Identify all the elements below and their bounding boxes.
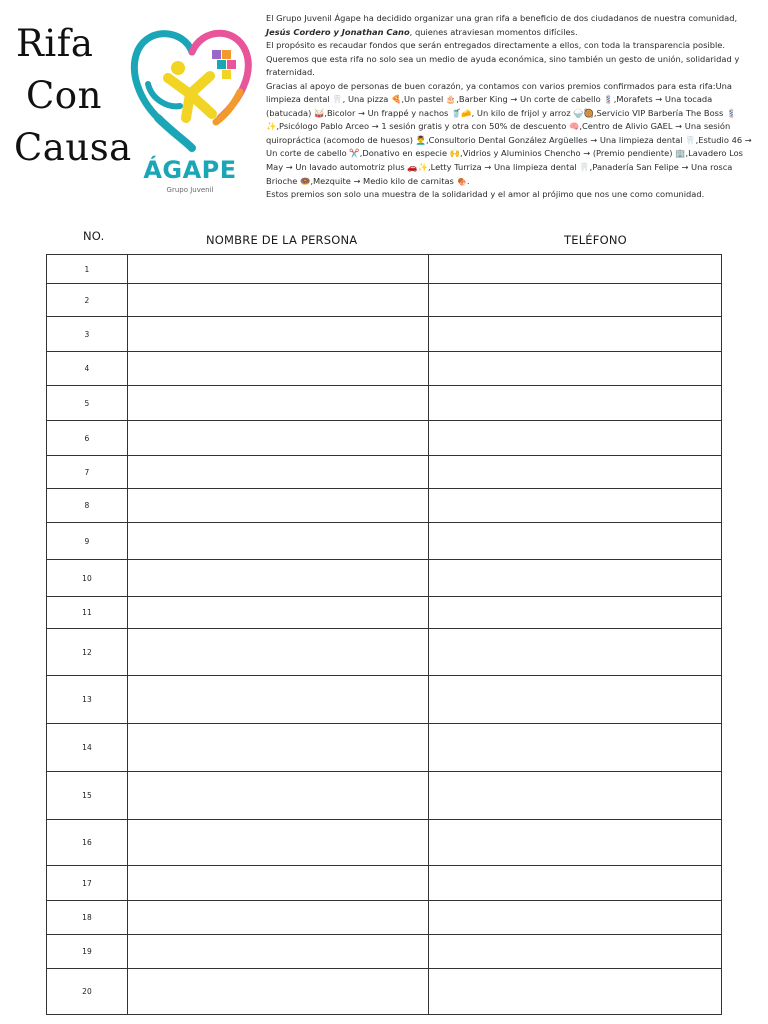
name-cell[interactable] [127, 935, 429, 969]
row-number: 6 [47, 421, 128, 456]
name-cell[interactable] [127, 901, 429, 935]
phone-cell[interactable] [429, 560, 722, 597]
row-number: 19 [47, 935, 128, 969]
phone-cell[interactable] [429, 489, 722, 523]
table-row [47, 489, 722, 523]
name-cell[interactable] [127, 820, 429, 866]
row-number: 10 [47, 560, 128, 597]
table-row [47, 352, 722, 386]
phone-cell[interactable] [429, 969, 722, 1015]
intro-paragraph-4: Estos premios son solo una muestra de la solidaridad y el amor al prójimo que nos une como comunidad. [266, 189, 705, 200]
intro-text [266, 12, 756, 202]
table-row [47, 676, 722, 724]
table-row [47, 456, 722, 489]
row-number: 3 [47, 317, 128, 352]
name-cell[interactable] [127, 489, 429, 523]
table-row [47, 560, 722, 597]
table-row [47, 866, 722, 901]
name-cell[interactable] [127, 421, 429, 456]
logo-name: ÁGAPE [143, 156, 237, 184]
name-cell[interactable] [127, 284, 429, 317]
phone-cell[interactable] [429, 724, 722, 772]
phone-cell[interactable] [429, 255, 722, 284]
row-number: 8 [47, 489, 128, 523]
phone-cell[interactable] [429, 772, 722, 820]
row-number: 13 [47, 676, 128, 724]
phone-cell[interactable] [429, 866, 722, 901]
row-number: 9 [47, 523, 128, 560]
table-row [47, 724, 722, 772]
name-cell[interactable] [127, 676, 429, 724]
beneficiary-names: Jesús Cordero y Jonathan Cano [266, 26, 410, 37]
table-row [47, 597, 722, 629]
row-number: 1 [47, 255, 128, 284]
title-line-3: Causa [14, 126, 132, 169]
name-cell[interactable] [127, 724, 429, 772]
agape-logo [128, 22, 256, 200]
table-row [47, 523, 722, 560]
name-cell[interactable] [127, 969, 429, 1015]
name-cell[interactable] [127, 255, 429, 284]
participants-table [46, 254, 722, 1015]
phone-cell[interactable] [429, 456, 722, 489]
logo-subtitle: Grupo Juvenil [166, 186, 214, 194]
name-cell[interactable] [127, 560, 429, 597]
phone-cell[interactable] [429, 597, 722, 629]
raffle-title [14, 18, 134, 174]
phone-cell[interactable] [429, 935, 722, 969]
row-number: 18 [47, 901, 128, 935]
intro-paragraph-3: Gracias al apoyo de personas de buen corazón, ya contamos con varios premios confirmados para esta rifa:Una limpieza dental 🦷, Una pizza 🍕,Un pastel 🎂,Barber King → Un corte de cabello 💈,Morafets → Una tocada (batucada) 🥁,Bicolor → Un frappé y nachos 🥤🧀, Un kilo de frijol y arroz 🍚🥘,Servicio VIP Barbería The Boss 💈✨,Psicólogo Pablo Arceo → 1 sesión gratis y otra con 50% de descuento 🧠,Centro de Alivio GAEL → Una sesión quiropráctica (acomodo de huesos) 💆‍♂️,Consultorio Dental González Argüelles → Una limpieza dental 🦷,Estudio 46 → Un corte de cabello ✂️,Donativo en especie 🙌,Vidrios y Aluminios Chencho → (Premio pendiente) 🏢,Lavadero Los May → Un lavado automotriz plus 🚗✨,Letty Turriza → Una limpieza dental 🦷,Panadería San Felipe → Una rosca Brioche 🍩,Mezquite → Medio kilo de carnitas 🍖. [266, 80, 752, 186]
phone-cell[interactable] [429, 284, 722, 317]
row-number: 15 [47, 772, 128, 820]
table-row [47, 629, 722, 676]
table-row [47, 386, 722, 421]
name-cell[interactable] [127, 866, 429, 901]
row-number: 12 [47, 629, 128, 676]
table-row [47, 820, 722, 866]
phone-cell[interactable] [429, 820, 722, 866]
row-number: 5 [47, 386, 128, 421]
name-cell[interactable] [127, 456, 429, 489]
intro-paragraph-2: El propósito es recaudar fondos que serán entregados directamente a ellos, con toda la transparencia posible. Queremos que esta rifa no solo sea un medio de ayuda económica, sino también un gesto de unión, solidaridad y fraternidad. [266, 40, 740, 78]
phone-cell[interactable] [429, 629, 722, 676]
phone-cell[interactable] [429, 352, 722, 386]
phone-cell[interactable] [429, 901, 722, 935]
column-header-phone: TELÉFONO [564, 233, 627, 247]
table-row [47, 317, 722, 352]
row-number: 14 [47, 724, 128, 772]
title-line-1: Rifa [16, 22, 94, 65]
intro-paragraph-1: El Grupo Juvenil Ágape ha decidido organizar una gran rifa a beneficio de dos ciudadanos de nuestra comunidad, Jesús Cordero y Jonathan Cano, quienes atraviesan momentos difíciles. [266, 13, 738, 37]
phone-cell[interactable] [429, 421, 722, 456]
heart-puzzle-logo-icon [128, 22, 256, 158]
name-cell[interactable] [127, 597, 429, 629]
row-number: 20 [47, 969, 128, 1015]
table-row [47, 284, 722, 317]
table-row [47, 421, 722, 456]
phone-cell[interactable] [429, 676, 722, 724]
table-row [47, 901, 722, 935]
table-row [47, 935, 722, 969]
phone-cell[interactable] [429, 386, 722, 421]
row-number: 17 [47, 866, 128, 901]
phone-cell[interactable] [429, 317, 722, 352]
column-header-name: NOMBRE DE LA PERSONA [206, 233, 358, 247]
row-number: 11 [47, 597, 128, 629]
table-row [47, 255, 722, 284]
title-line-2: Con [26, 74, 102, 117]
row-number: 2 [47, 284, 128, 317]
row-number: 4 [47, 352, 128, 386]
name-cell[interactable] [127, 772, 429, 820]
row-number: 7 [47, 456, 128, 489]
column-header-no: NO. [83, 229, 105, 243]
table-row [47, 772, 722, 820]
name-cell[interactable] [127, 629, 429, 676]
name-cell[interactable] [127, 352, 429, 386]
phone-cell[interactable] [429, 523, 722, 560]
table-row [47, 969, 722, 1015]
name-cell[interactable] [127, 523, 429, 560]
name-cell[interactable] [127, 317, 429, 352]
row-number: 16 [47, 820, 128, 866]
name-cell[interactable] [127, 386, 429, 421]
